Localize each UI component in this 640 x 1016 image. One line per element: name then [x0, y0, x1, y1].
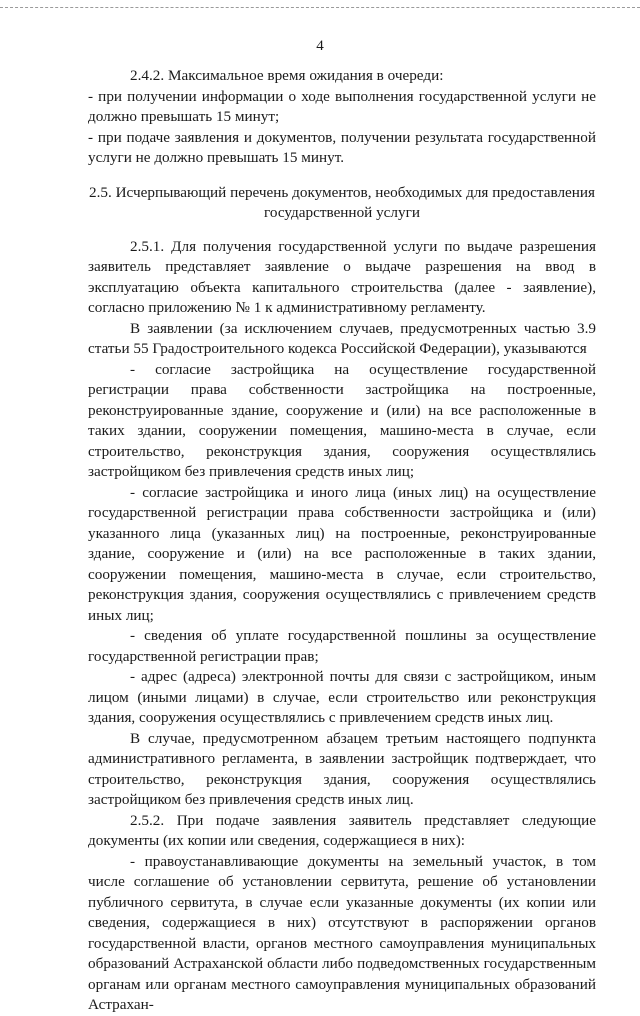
- section-heading-2-5: 2.5. Исчерпывающий перечень документов, необходимых для предоставления государственной услуги: [88, 183, 596, 221]
- bullet-state-fee: - сведения об уплате государственной пошлины за осуществление государственной регистрации прав;: [88, 627, 596, 665]
- page-number: 4: [316, 38, 324, 54]
- clause-2-5-2: 2.5.2. При подаче заявления заявитель представляет следующие документы (их копии или сведения, содержащиеся в них):: [88, 811, 596, 849]
- clause-2-5-1: 2.5.1. Для получения государственной услуги по выдаче разрешения заявитель представляет заявление о выдаче разрешения на ввод в эксплуатацию объекта капитального строительства (далее - заявление), согласно приложению № 1 к административному регламенту.: [88, 237, 596, 316]
- bullet-email-address: - адрес (адреса) электронной почты для связи с застройщиком, иным лицом (иными лицами) в случае, если строительство или реконструкция здания, сооружения осуществлялись с привлечением средств иных лиц.: [88, 668, 596, 726]
- bullet-land-documents: - правоустанавливающие документы на земельный участок, в том числе соглашение об установлении сервитута, решение об установлении публичного сервитута, в случае если указанные документы (их копии или сведения, содержащиеся в них) отсутствуют в распоряжении органов государственной власти, органов местного самоуправления муниципальных образований Астраханской области либо подведомственных государственным органам или органам местного самоуправления муниципальных образований Астрахан-: [88, 852, 596, 1013]
- clause-2-4-2: 2.4.2. Максимальное время ожидания в очереди:: [130, 67, 444, 84]
- application-contents-intro: В заявлении (за исключением случаев, предусмотренных частью 3.9 статьи 55 Градостроительного кодекса Российской Федерации), указываются: [88, 319, 596, 357]
- bullet-info-wait: - при получении информации о ходе выполнения государственной услуги не должно превышать 15 минут;: [88, 87, 596, 125]
- bullet-developer-and-others-consent: - согласие застройщика и иного лица (иных лиц) на осуществление государственной регистрации права собственности застройщика и (или) указанного лица (указанных лиц) на построенные, реконструированные здание, сооружение и (или) на все расположенные в таких здании, сооружении помещения, машино-места в случае, если строительство, реконструкция здания, сооружения осуществлялись с привлечением средств иных лиц;: [88, 483, 596, 624]
- document-body: [88, 66, 596, 1016]
- bullet-developer-consent: - согласие застройщика на осуществление государственной регистрации права собственности застройщика на построенные, реконструированные здание, сооружение и (или) на все расположенные в таких здании, сооружении помещения, машино-места в случае, если строительство, реконструкция здания, сооружения осуществлялись застройщиком без привлечения средств иных лиц;: [88, 360, 596, 480]
- bullet-submission-wait: - при подаче заявления и документов, получении результата государственной услуги не должно превышать 15 минут.: [88, 128, 596, 166]
- paragraph-confirmation: В случае, предусмотренном абзацем третьим настоящего подпункта административного регламента, в заявлении застройщик подтверждает, что строительство, реконструкция здания, сооружения осуществлялись застройщиком без привлечения средств иных лиц.: [88, 729, 596, 808]
